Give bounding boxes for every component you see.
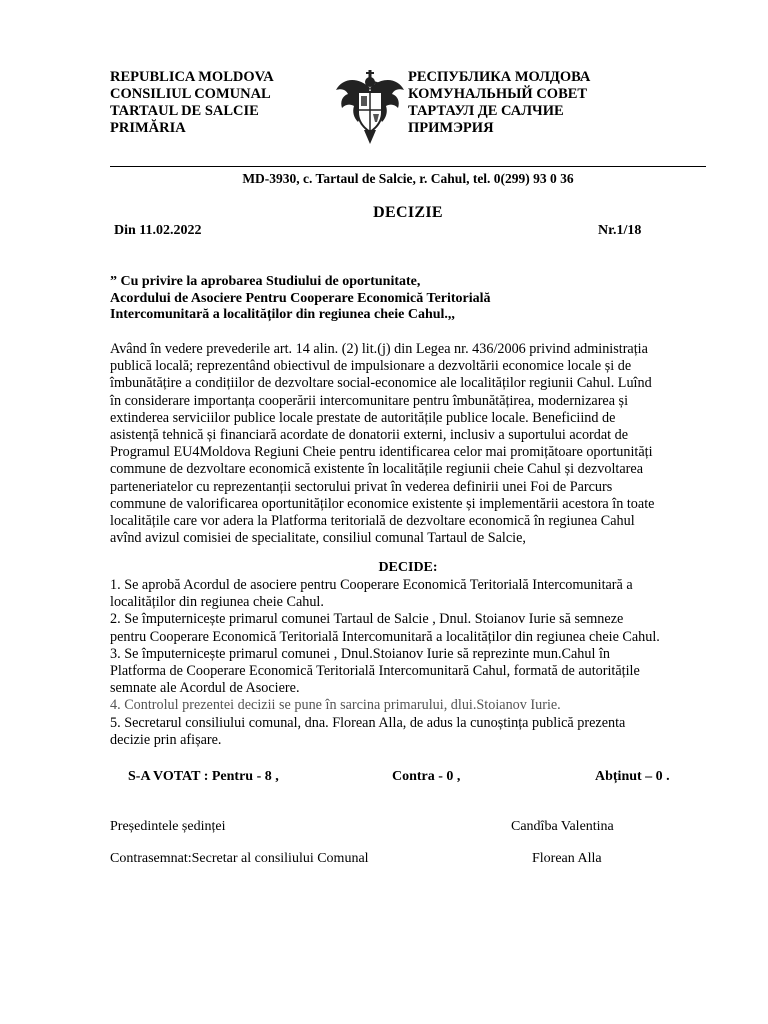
header-right-line: КОМУНАЛЬНЫЙ СОВЕТ xyxy=(408,86,588,102)
header-right-line: РЕСПУБЛИКА МОЛДОВА xyxy=(408,69,591,85)
preamble-line: îmbunătățire a condițiilor de dezvoltare social-economice ale localităților regiunii Cahul. Luînd xyxy=(110,375,652,392)
preamble-line: Având în vedere prevederile art. 14 alin. (2) lit.(j) din Legea nr. 436/2006 privind administrația xyxy=(110,341,648,357)
preamble-line: avînd avizul comisiei de specialitate, consiliul comunal Tartaul de Salcie, xyxy=(110,530,526,547)
vote-for: S-A VOTAT : Pentru - 8 , xyxy=(128,769,279,784)
header-right-line: ТАРТАУЛ ДЕ САЛЧИЕ xyxy=(408,103,564,119)
subject-line: Intercomunitară a localităților din regiunea cheie Cahul.,, xyxy=(110,307,455,322)
preamble-line: parteneriatelor cu reprezentanții sectorului privat în vederea definirii unei Foi de Parcurs xyxy=(110,478,613,495)
chair-role: Președintele ședinței xyxy=(110,819,226,834)
subject-line: Acordului de Asociere Pentru Cooperare Economică Teritorială xyxy=(110,290,491,306)
preamble-line: Programul EU4Moldova Regiuni Cheie pentru identificarea celor mai promițătoare oportunități xyxy=(110,444,653,461)
header-right-block xyxy=(408,69,590,137)
decide-heading: DECIDE: xyxy=(378,560,438,575)
preamble-line: asistență tehnică și financiară acordate de donatorii externi, inclusiv a suportului acordat de xyxy=(110,427,629,444)
decision-item-line: 5. Secretarul consiliului comunal, dna. Florean Alla, de adus la cunoștința publică prezenta xyxy=(110,714,626,731)
vote-abstain: Abținut – 0 . xyxy=(595,769,670,784)
preamble-line: extinderea serviciilor publice locale prestate de autoritățile publice locale. Beneficiind de xyxy=(110,409,616,426)
subject-line: ” Cu privire la aprobarea Studiului de oportunitate, xyxy=(110,274,421,289)
header-left-line: TARTAUL DE SALCIE xyxy=(110,103,259,119)
preamble-line: publică locală; reprezentând obiectivul de impulsionare a dezvoltării economice locale și de xyxy=(110,358,632,375)
document-title: DECIZIE xyxy=(373,204,443,221)
secretary-name: Florean Alla xyxy=(532,851,602,866)
decision-items xyxy=(110,577,720,749)
decision-item-line: 4. Controlul prezentei decizii se pune în sarcina primarului, dlui.Stoianov Iurie. xyxy=(110,697,561,714)
header-right-line: ПРИМЭРИЯ xyxy=(408,120,494,136)
preamble-line: localitățile care vor adera la Platforma teritorială de dezvoltare economică în regiunea Cahul xyxy=(110,513,635,530)
decision-item-line: 2. Se împuternicește primarul comunei Tartaul de Salcie , Dnul. Stoianov Iurie să semneze xyxy=(110,611,624,628)
decision-item-line: Platforma de Cooperare Economică Teritorială Intercomunitară Cahul, formată de autoritățile xyxy=(110,663,640,680)
preamble-line: commune de dezvoltare economică existente în localitățile regiunii cheie Cahul și dezvoltarea xyxy=(110,461,643,478)
decision-date: Din 11.02.2022 xyxy=(114,223,202,238)
decision-item-line: pentru Cooperare Economică Teritorială Intercomunitară a localităților din regiunea cheie Cahul. xyxy=(110,628,660,645)
decision-item-line: 3. Se împuternicește primarul comunei , Dnul.Stoianov Iurie să reprezinte mun.Cahul în xyxy=(110,645,610,662)
decision-item-line: decizie prin afișare. xyxy=(110,731,222,748)
preamble-paragraph xyxy=(110,341,710,547)
decision-item-line: 1. Se aprobă Acordul de asociere pentru Cooperare Economică Teritorială Intercomunitară a xyxy=(110,577,633,593)
decision-item-line: semnate ale Acordul de Asociere. xyxy=(110,680,300,697)
header-divider xyxy=(110,166,706,167)
preamble-line: commune de valorificarea oportunităților economice existente și implementării acestora în toate xyxy=(110,495,655,512)
secretary-role: Contrasemnat:Secretar al consiliului Comunal xyxy=(110,851,369,866)
vote-against: Contra - 0 , xyxy=(392,769,461,784)
header-left-line: CONSILIUL COMUNAL xyxy=(110,86,271,102)
address-line: MD-3930, c. Tartaul de Salcie, r. Cahul, tel. 0(299) 93 0 36 xyxy=(242,171,574,186)
preamble-line: în considerare importanța cooperării intercomunitare pentru îmbunătățirea, modernizarea și xyxy=(110,392,629,409)
coat-of-arms-icon xyxy=(330,66,410,146)
header-left-line: PRIMĂRIA xyxy=(110,120,186,136)
decision-number: Nr.1/18 xyxy=(598,223,642,238)
chair-name: Candîba Valentina xyxy=(511,819,614,834)
header-left-line: REPUBLICA MOLDOVA xyxy=(110,69,274,85)
subject-block xyxy=(110,274,710,324)
decision-item-line: localităților din regiunea cheie Cahul. xyxy=(110,594,324,611)
header-left-block xyxy=(110,69,274,137)
